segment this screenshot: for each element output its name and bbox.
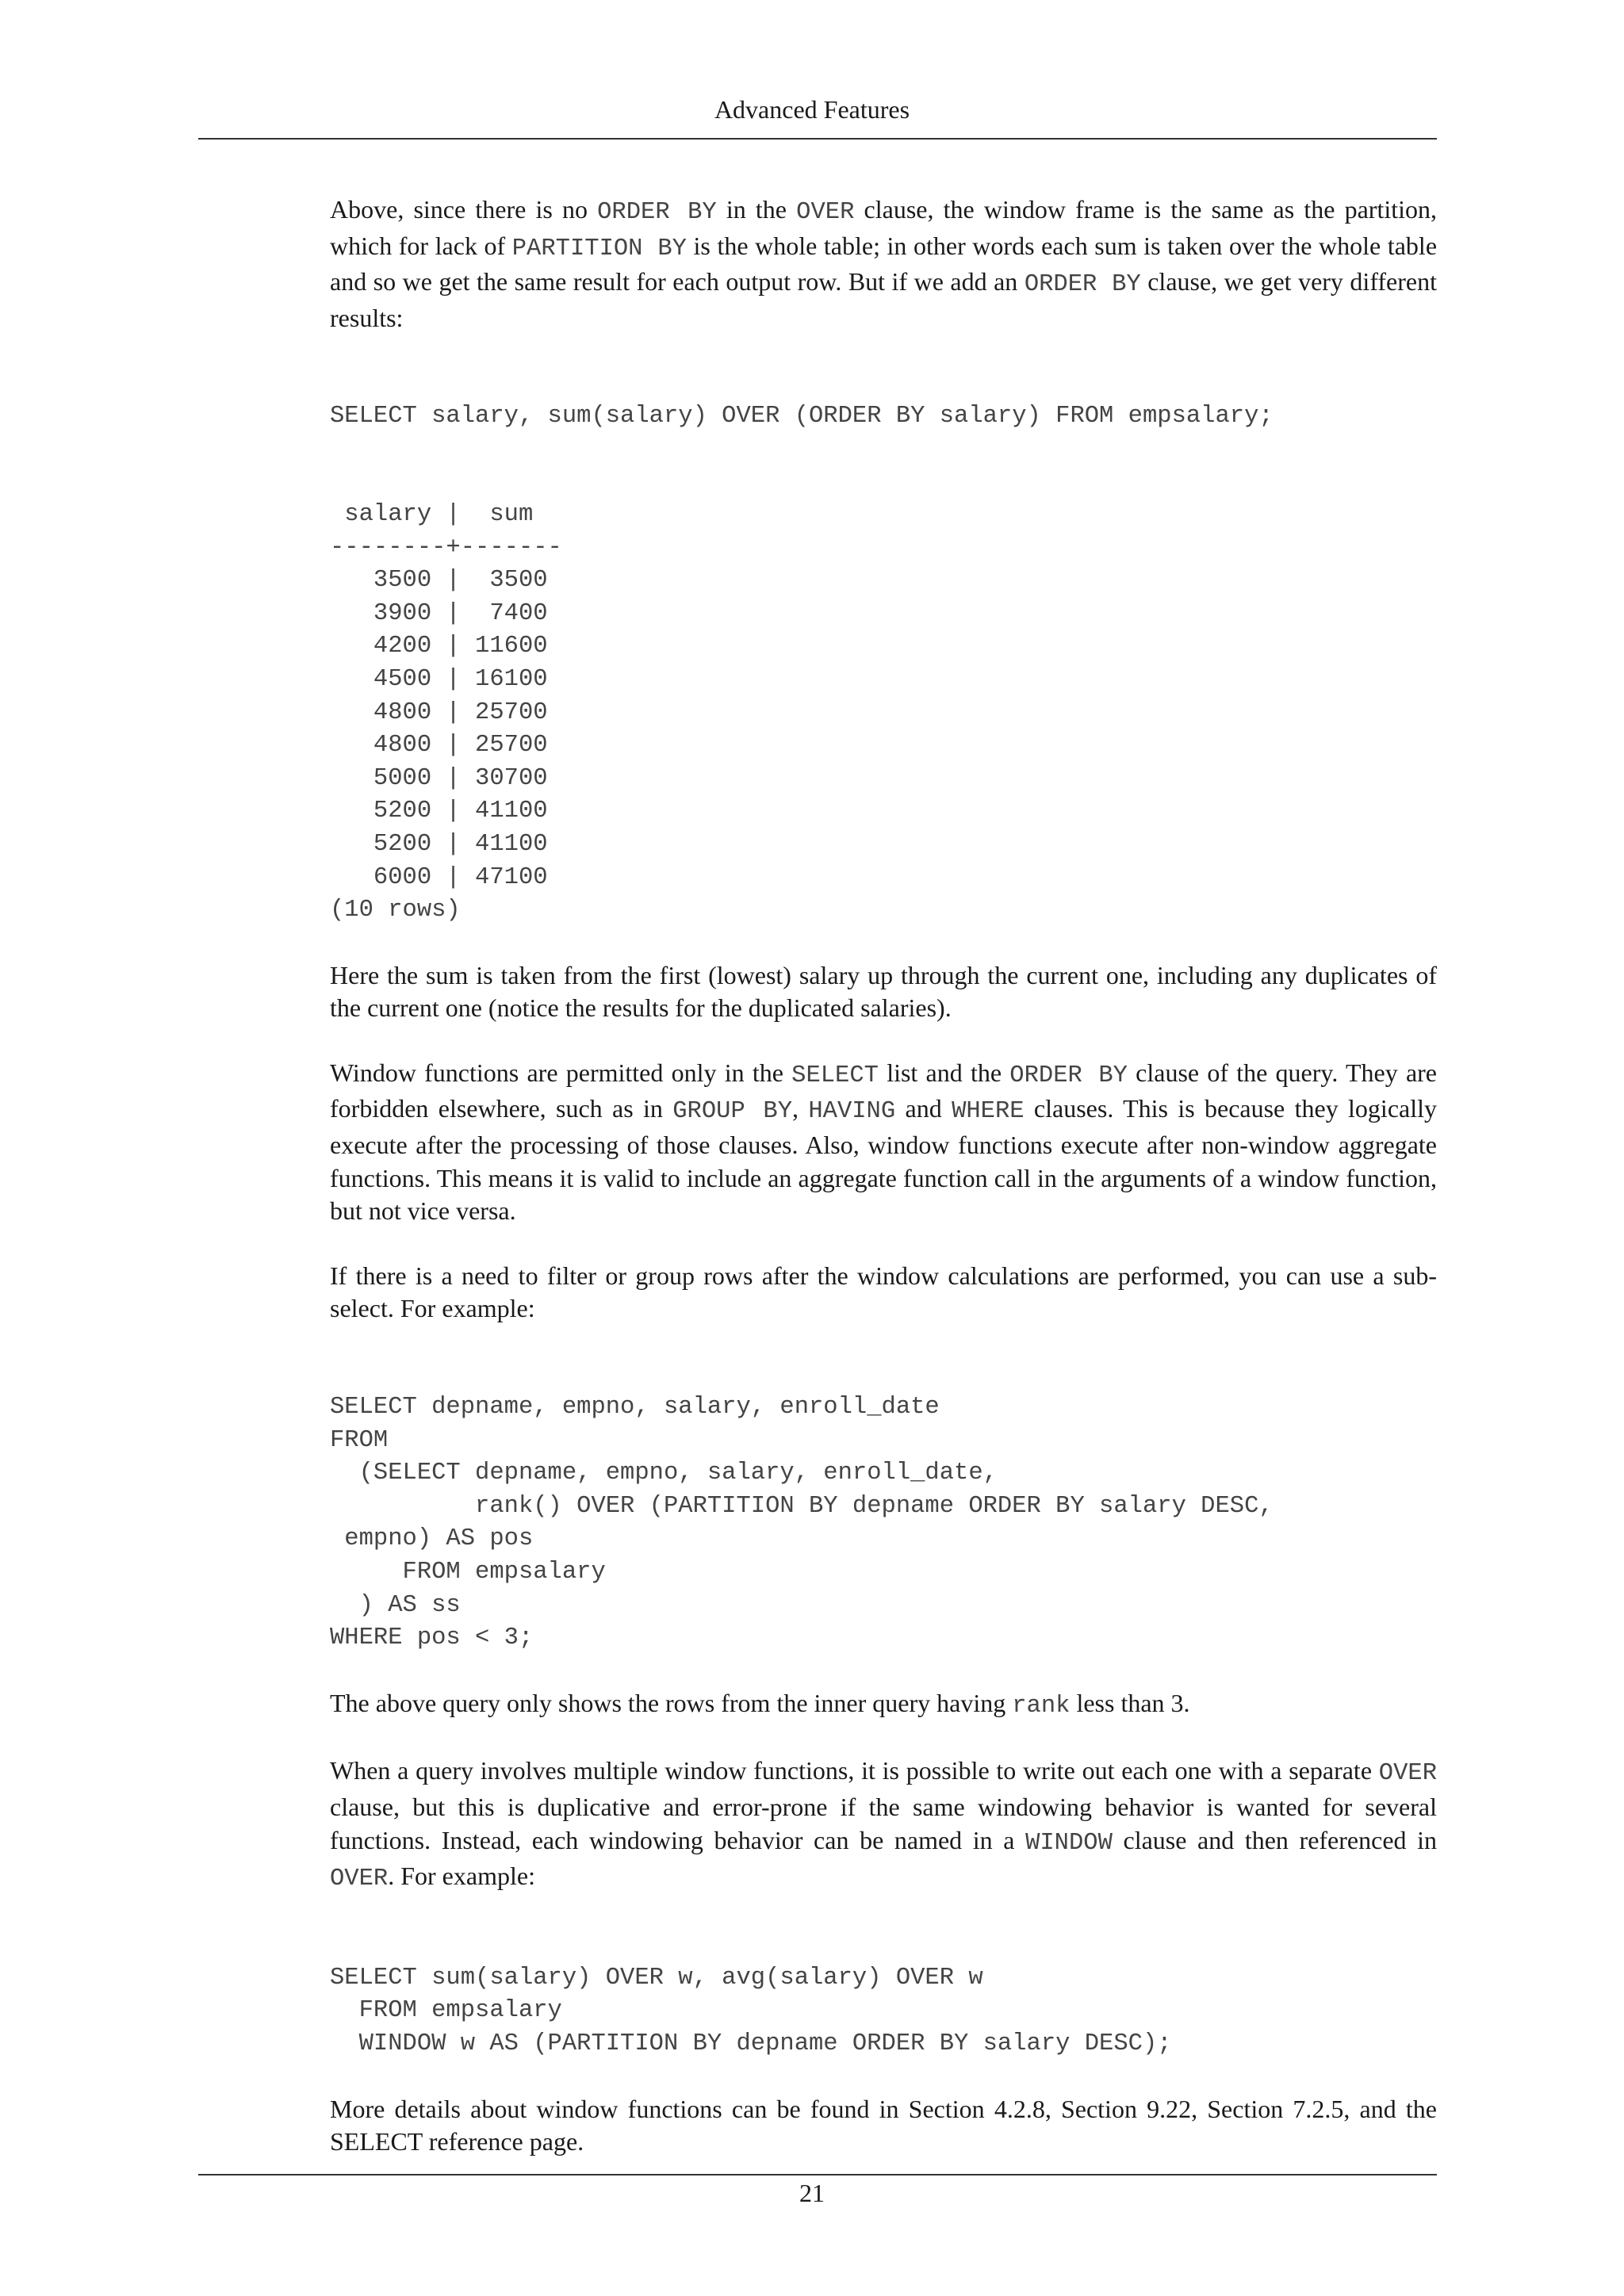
paragraph-window-clause: When a query involves multiple window functions, it is possible to write out each one with a separate OVER clause, but this is duplicative and error-prone if the same windowing behavior is wanted for several functions. Instead, each windowing behavior can be named in a WINDOW clause and then referenced in OVER. For example:	[330, 1756, 1438, 1893]
paragraph-permitted-clauses: Window functions are permitted only in the SELECT list and the ORDER BY clause of the query. They are forbidden elsewhere, such as in GROUP BY, HAVING and WHERE clauses. This is because they logically execute after the processing of those clauses. Also, window functions execute after non-window aggregate functions. This means it is valid to include an aggregate function call in the arguments of a window function, but not vice versa.	[330, 1058, 1438, 1226]
paragraph-sub-select: If there is a need to filter or group rows after the window calculations are performed, you can use a sub-select. For example:	[330, 1261, 1437, 1323]
page-body	[330, 193, 1437, 2159]
paragraph-more-details: More details about window functions can be found in Section 4.2.8, Section 9.22, Section 7.2.5, and the SELECT reference page.	[330, 2094, 1437, 2156]
paragraph-running-sum: Here the sum is taken from the first (lowest) salary up through the current one, including any duplicates of the current one (notice the results for the duplicated salaries).	[330, 960, 1437, 1023]
paragraph-rank-explanation: The above query only shows the rows from the inner query having rank less than 3.	[330, 1688, 1190, 1720]
page-number: 21	[799, 2179, 825, 2207]
running-header: Advanced Features	[714, 95, 910, 124]
code-block-window-clause: SELECT sum(salary) OVER w, avg(salary) OVER w FROM empsalary WINDOW w AS (PARTITION BY depname ORDER BY salary DESC);	[330, 1964, 1172, 2057]
paragraph-window-frame: Above, since there is no ORDER BY in the OVER clause, the window frame is the same as the partition, which for lack of PARTITION BY is the whole table; in other words each sum is taken over the whole table and so we get the same result for each output row. But if we add an ORDER BY clause, we get very different results:	[330, 195, 1438, 332]
code-block-sub-select: SELECT depname, empno, salary, enroll_date FROM (SELECT depname, empno, salary, enroll_date, rank() OVER (PARTITION BY depname ORDER BY salary DESC, empno) AS pos FROM empsalary ) AS ss WHERE pos < 3;	[330, 1394, 1274, 1652]
footer-rule	[198, 2174, 1437, 2175]
query-result-table: salary | sum --------+------- 3500 | 3500 3900 | 7400 4200 | 11600 4500 | 16100 4800 | 25700 4800 | 25700 5000 | 30700 5200 | 41100 5200 | 41100 6000 | 47100 (10 rows)	[330, 500, 562, 924]
header-rule	[198, 138, 1437, 140]
code-block-order-by-query: SELECT salary, sum(salary) OVER (ORDER BY salary) FROM empsalary;	[330, 403, 1274, 430]
